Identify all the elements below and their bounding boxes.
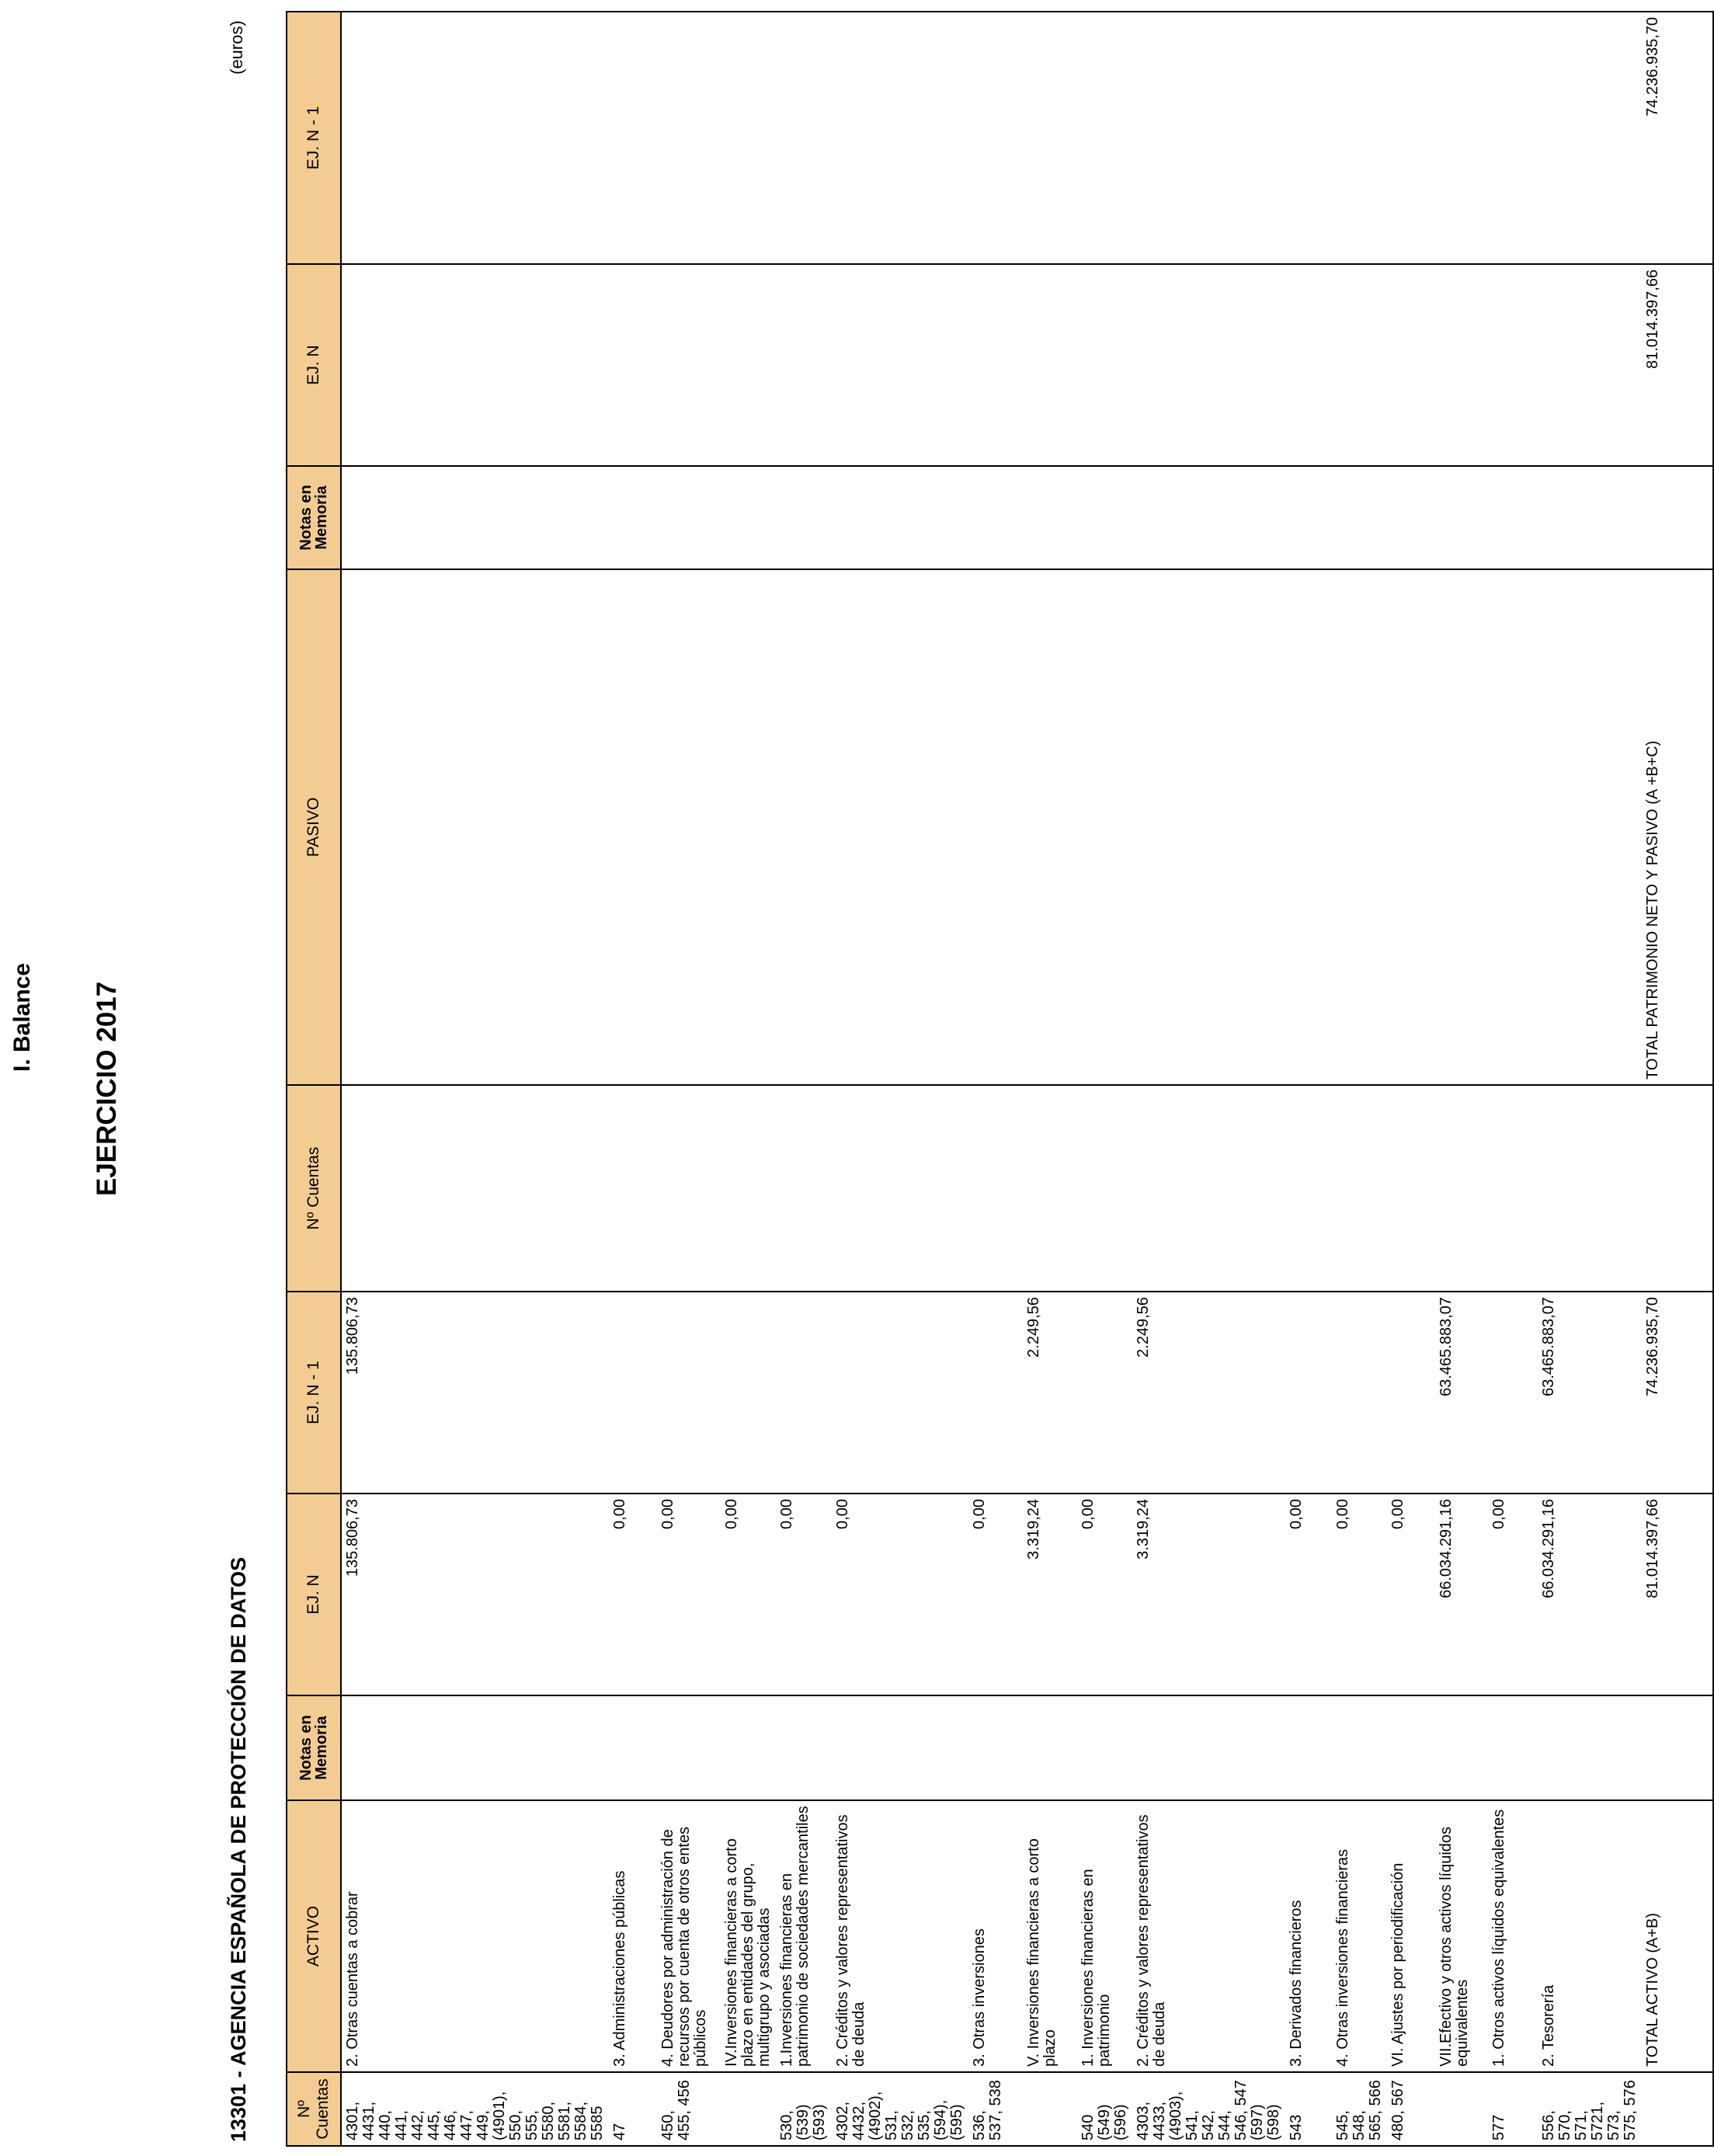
- activo-label: 1. Otros activos líquidos equivalentes: [1488, 1800, 1538, 2072]
- ej-n-pasivo-cell: [721, 264, 776, 466]
- pasivo-label: [341, 569, 609, 1085]
- notas-cell: [968, 1695, 1023, 1800]
- activo-label: 4. Deudores por administración de recursos por cuenta de otros entes públicos: [657, 1800, 721, 2072]
- ej-n-pasivo-cell: [1387, 264, 1435, 466]
- total-pasivo-ej-n1: 74.236.935,70: [1642, 12, 1713, 264]
- unit-label: (euros): [227, 20, 246, 75]
- cuentas-cell: 4302, 4432, (4902), 531, 532, 535, (594), (595): [832, 2072, 968, 2146]
- ej-n-cell: 0,00: [1077, 1494, 1132, 1695]
- ej-n-pasivo-cell: [1488, 264, 1538, 466]
- ej-n-cell: 0,00: [1387, 1494, 1435, 1695]
- report-subtitle: EJERCICIO 2017: [92, 981, 122, 1196]
- cuentas-pasivo-cell: [341, 1085, 609, 1292]
- header-notas-pasivo: Notas en Memoria: [287, 466, 341, 569]
- table-row: [968, 12, 1023, 2146]
- ej-n1-pasivo-cell: [776, 12, 832, 264]
- cuentas-pasivo-cell: [1387, 1085, 1435, 1292]
- table-row: [776, 12, 832, 2146]
- header-ej-n: EJ. N: [287, 1494, 341, 1695]
- report-title: I. Balance: [9, 962, 35, 1072]
- notas-pasivo-cell: [1077, 466, 1132, 569]
- header-cuentas: Nº Cuentas: [287, 2072, 341, 2146]
- ej-n-pasivo-cell: [1538, 264, 1642, 466]
- cuentas-cell: 450, 455, 456: [657, 2072, 721, 2146]
- notas-cell: [1332, 1695, 1387, 1800]
- activo-label: 3. Otras inversiones: [968, 1800, 1023, 2072]
- pasivo-label: [1332, 569, 1387, 1085]
- ej-n-cell: 0,00: [776, 1494, 832, 1695]
- cuentas-cell: [1023, 2072, 1077, 2146]
- header-notas: Notas en Memoria: [287, 1695, 341, 1800]
- ej-n-pasivo-cell: [968, 264, 1023, 466]
- ej-n1-pasivo-cell: [1435, 12, 1488, 264]
- ej-n-cell: 135.806,73: [341, 1494, 609, 1695]
- ej-n-pasivo-cell: [609, 264, 657, 466]
- notas-pasivo-cell: [657, 466, 721, 569]
- activo-label: 1. Inversiones financieras en patrimonio: [1077, 1800, 1132, 2072]
- ej-n-cell: 0,00: [1332, 1494, 1387, 1695]
- table-row: [1435, 12, 1488, 2146]
- ej-n-pasivo-cell: [657, 264, 721, 466]
- table-row: [721, 12, 776, 2146]
- ej-n1-pasivo-cell: [657, 12, 721, 264]
- notas-pasivo-cell: [1285, 466, 1332, 569]
- ej-n1-cell: [1488, 1292, 1538, 1494]
- notas-pasivo-cell: [1332, 466, 1387, 569]
- ej-n1-pasivo-cell: [341, 12, 609, 264]
- notas-pasivo-cell: [1435, 466, 1488, 569]
- cuentas-pasivo-cell: [1077, 1085, 1132, 1292]
- cuentas-pasivo-cell: [776, 1085, 832, 1292]
- cuentas-pasivo-cell: [1132, 1085, 1285, 1292]
- ej-n-pasivo-cell: [1285, 264, 1332, 466]
- cuentas-pasivo-cell: [1332, 1085, 1387, 1292]
- ej-n1-pasivo-cell: [1332, 12, 1387, 264]
- notas-cell: [609, 1695, 657, 1800]
- cuentas-cell: 543: [1285, 2072, 1332, 2146]
- ej-n-cell: 3.319,24: [1023, 1494, 1077, 1695]
- ej-n1-pasivo-cell: [1023, 12, 1077, 264]
- notas-cell: [1023, 1695, 1077, 1800]
- pasivo-label: [776, 569, 832, 1085]
- ej-n1-cell: [721, 1292, 776, 1494]
- ej-n-cell: 66.034.291,16: [1435, 1494, 1488, 1695]
- notas-pasivo-cell: [1387, 466, 1435, 569]
- header-activo: ACTIVO: [287, 1800, 341, 2072]
- ej-n-cell: 3.319,24: [1132, 1494, 1285, 1695]
- cuentas-pasivo-cell: [1488, 1085, 1538, 1292]
- total-activo-ej-n: 81.014.397,66: [1642, 1494, 1713, 1695]
- header-ej-n-pasivo: EJ. N: [287, 264, 341, 466]
- ej-n1-cell: [1285, 1292, 1332, 1494]
- table-row: [1285, 12, 1332, 2146]
- ej-n-pasivo-cell: [1332, 264, 1387, 466]
- cuentas-cell: 480, 567: [1387, 2072, 1435, 2146]
- activo-label: 3. Administraciones públicas: [609, 1800, 657, 2072]
- table-row: [1387, 12, 1435, 2146]
- ej-n1-cell: [1077, 1292, 1132, 1494]
- cuentas-cell: 540 (549) (596): [1077, 2072, 1132, 2146]
- activo-label: 2. Créditos y valores representativos de deuda: [1132, 1800, 1285, 2072]
- activo-label: 2. Tesorería: [1538, 1800, 1642, 2072]
- table-header-row: [287, 12, 341, 2146]
- notas-cell: [1285, 1695, 1332, 1800]
- pasivo-label: [609, 569, 657, 1085]
- ej-n1-cell: 135.806,73: [341, 1292, 609, 1494]
- activo-label: VII.Efectivo y otros activos líquidos equivalentes: [1435, 1800, 1488, 2072]
- table-row: [1488, 12, 1538, 2146]
- ej-n1-pasivo-cell: [1488, 12, 1538, 264]
- ej-n-pasivo-cell: [1077, 264, 1132, 466]
- cuentas-pasivo-cell: [1285, 1085, 1332, 1292]
- cuentas-pasivo-cell: [1642, 1085, 1713, 1292]
- activo-label: 1.Inversiones financieras en patrimonio de sociedades mercantiles: [776, 1800, 832, 2072]
- pasivo-label: [1132, 569, 1285, 1085]
- ej-n1-pasivo-cell: [1285, 12, 1332, 264]
- ej-n-cell: 0,00: [1285, 1494, 1332, 1695]
- notas-cell: [1435, 1695, 1488, 1800]
- notas-cell: [1488, 1695, 1538, 1800]
- notas-cell: [341, 1695, 609, 1800]
- total-activo-ej-n1: 74.236.935,70: [1642, 1292, 1713, 1494]
- ej-n1-pasivo-cell: [968, 12, 1023, 264]
- notas-cell: [657, 1695, 721, 1800]
- total-pasivo-label: TOTAL PATRIMONIO NETO Y PASIVO (A +B+C): [1642, 569, 1713, 1085]
- notas-pasivo-cell: [832, 466, 968, 569]
- cuentas-pasivo-cell: [721, 1085, 776, 1292]
- notas-cell: [1387, 1695, 1435, 1800]
- table-row: [1132, 12, 1285, 2146]
- table-row: [341, 12, 609, 2146]
- cuentas-cell: 47: [609, 2072, 657, 2146]
- notas-cell: [1132, 1695, 1285, 1800]
- cuentas-pasivo-cell: [832, 1085, 968, 1292]
- activo-label: 3. Derivados financieros: [1285, 1800, 1332, 2072]
- activo-label: IV.Inversiones financieras a corto plazo en entidades del grupo, multigrupo y asociadas: [721, 1800, 776, 2072]
- table-row: [1332, 12, 1387, 2146]
- header-ej-n1: EJ. N - 1: [287, 1292, 341, 1494]
- ej-n-pasivo-cell: [776, 264, 832, 466]
- notas-pasivo-cell: [1023, 466, 1077, 569]
- ej-n-pasivo-cell: [1435, 264, 1488, 466]
- ej-n1-pasivo-cell: [1538, 12, 1642, 264]
- cuentas-pasivo-cell: [1435, 1085, 1488, 1292]
- header-cuentas-pasivo: Nº Cuentas: [287, 1085, 341, 1292]
- notas-pasivo-cell: [721, 466, 776, 569]
- notas-pasivo-cell: [1538, 466, 1642, 569]
- notas-pasivo-cell: [1132, 466, 1285, 569]
- activo-label: V. Inversiones financieras a corto plazo: [1023, 1800, 1077, 2072]
- table-row: [1538, 12, 1642, 2146]
- header-ej-n1-pasivo: EJ. N - 1: [287, 12, 341, 264]
- total-pasivo-ej-n: 81.014.397,66: [1642, 264, 1713, 466]
- notas-pasivo-cell: [968, 466, 1023, 569]
- notas-pasivo-cell: [609, 466, 657, 569]
- notas-cell: [1077, 1695, 1132, 1800]
- ej-n-cell: 0,00: [1488, 1494, 1538, 1695]
- pasivo-label: [1538, 569, 1642, 1085]
- entity-title: 13301 - AGENCIA ESPAÑOLA DE PROTECCIÓN DE DATOS: [227, 1556, 250, 2142]
- notas-cell: [1642, 1695, 1713, 1800]
- notas-cell: [832, 1695, 968, 1800]
- pasivo-label: [721, 569, 776, 1085]
- ej-n1-cell: [832, 1292, 968, 1494]
- ej-n-cell: 0,00: [721, 1494, 776, 1695]
- header-pasivo: PASIVO: [287, 569, 341, 1085]
- ej-n1-pasivo-cell: [1387, 12, 1435, 264]
- total-activo-label: TOTAL ACTIVO (A+B): [1642, 1800, 1713, 2072]
- cuentas-cell: 4303, 4433, (4903), 541, 542, 544, 546, 547 (597) (598): [1132, 2072, 1285, 2146]
- table-row: [657, 12, 721, 2146]
- ej-n-cell: 0,00: [832, 1494, 968, 1695]
- cuentas-cell: [1435, 2072, 1488, 2146]
- ej-n1-pasivo-cell: [1077, 12, 1132, 264]
- ej-n1-cell: 2.249,56: [1023, 1292, 1077, 1494]
- table-row: [1077, 12, 1132, 2146]
- ej-n1-cell: 63.465.883,07: [1538, 1292, 1642, 1494]
- cuentas-cell: 577: [1488, 2072, 1538, 2146]
- ej-n-pasivo-cell: [341, 264, 609, 466]
- cuentas-cell: 530, (539) (593): [776, 2072, 832, 2146]
- cuentas-cell: 556, 570, 571, 5721, 573, 575, 576: [1538, 2072, 1642, 2146]
- cuentas-pasivo-cell: [1023, 1085, 1077, 1292]
- ej-n-pasivo-cell: [1132, 264, 1285, 466]
- pasivo-label: [1285, 569, 1332, 1085]
- ej-n-pasivo-cell: [1023, 264, 1077, 466]
- cuentas-cell: [721, 2072, 776, 2146]
- pasivo-label: [1387, 569, 1435, 1085]
- notas-pasivo-cell: [1488, 466, 1538, 569]
- notas-pasivo-cell: [776, 466, 832, 569]
- notas-cell: [721, 1695, 776, 1800]
- table-row: [832, 12, 968, 2146]
- notas-pasivo-cell: [1642, 466, 1713, 569]
- ej-n1-cell: [968, 1292, 1023, 1494]
- cuentas-cell: 4301, 4431, 440, 441, 442, 445, 446, 447, 449, (4901), 550, 555, 5580, 5581, 5584, 5585: [341, 2072, 609, 2146]
- ej-n-cell: 0,00: [609, 1494, 657, 1695]
- ej-n1-pasivo-cell: [832, 12, 968, 264]
- cuentas-cell: 536, 537, 538: [968, 2072, 1023, 2146]
- ej-n1-pasivo-cell: [609, 12, 657, 264]
- ej-n-pasivo-cell: [832, 264, 968, 466]
- ej-n1-cell: [776, 1292, 832, 1494]
- ej-n-cell: 0,00: [968, 1494, 1023, 1695]
- ej-n1-pasivo-cell: [721, 12, 776, 264]
- ej-n1-pasivo-cell: [1132, 12, 1285, 264]
- activo-label: 2. Créditos y valores representativos de deuda: [832, 1800, 968, 2072]
- cuentas-pasivo-cell: [1538, 1085, 1642, 1292]
- ej-n-cell: 0,00: [657, 1494, 721, 1695]
- ej-n1-cell: [657, 1292, 721, 1494]
- table-row: [609, 12, 657, 2146]
- cuentas-cell: 545, 548, 565, 566: [1332, 2072, 1387, 2146]
- cuentas-pasivo-cell: [968, 1085, 1023, 1292]
- total-row: [1642, 12, 1713, 2146]
- ej-n1-cell: [1387, 1292, 1435, 1494]
- ej-n1-cell: [1332, 1292, 1387, 1494]
- pasivo-label: [657, 569, 721, 1085]
- pasivo-label: [832, 569, 968, 1085]
- cuentas-cell: [1642, 2072, 1713, 2146]
- pasivo-label: [1435, 569, 1488, 1085]
- balance-table: [286, 11, 1714, 2147]
- notas-cell: [1538, 1695, 1642, 1800]
- pasivo-label: [1077, 569, 1132, 1085]
- pasivo-label: [1488, 569, 1538, 1085]
- notas-cell: [776, 1695, 832, 1800]
- ej-n1-cell: 63.465.883,07: [1435, 1292, 1488, 1494]
- activo-label: VI. Ajustes por periodificación: [1387, 1800, 1435, 2072]
- notas-pasivo-cell: [341, 466, 609, 569]
- ej-n-cell: 66.034.291,16: [1538, 1494, 1642, 1695]
- activo-label: 4. Otras inversiones financieras: [1332, 1800, 1387, 2072]
- table-row: [1023, 12, 1077, 2146]
- ej-n1-cell: [609, 1292, 657, 1494]
- ej-n1-cell: 2.249,56: [1132, 1292, 1285, 1494]
- cuentas-pasivo-cell: [657, 1085, 721, 1292]
- cuentas-pasivo-cell: [609, 1085, 657, 1292]
- pasivo-label: [1023, 569, 1077, 1085]
- activo-label: 2. Otras cuentas a cobrar: [341, 1800, 609, 2072]
- pasivo-label: [968, 569, 1023, 1085]
